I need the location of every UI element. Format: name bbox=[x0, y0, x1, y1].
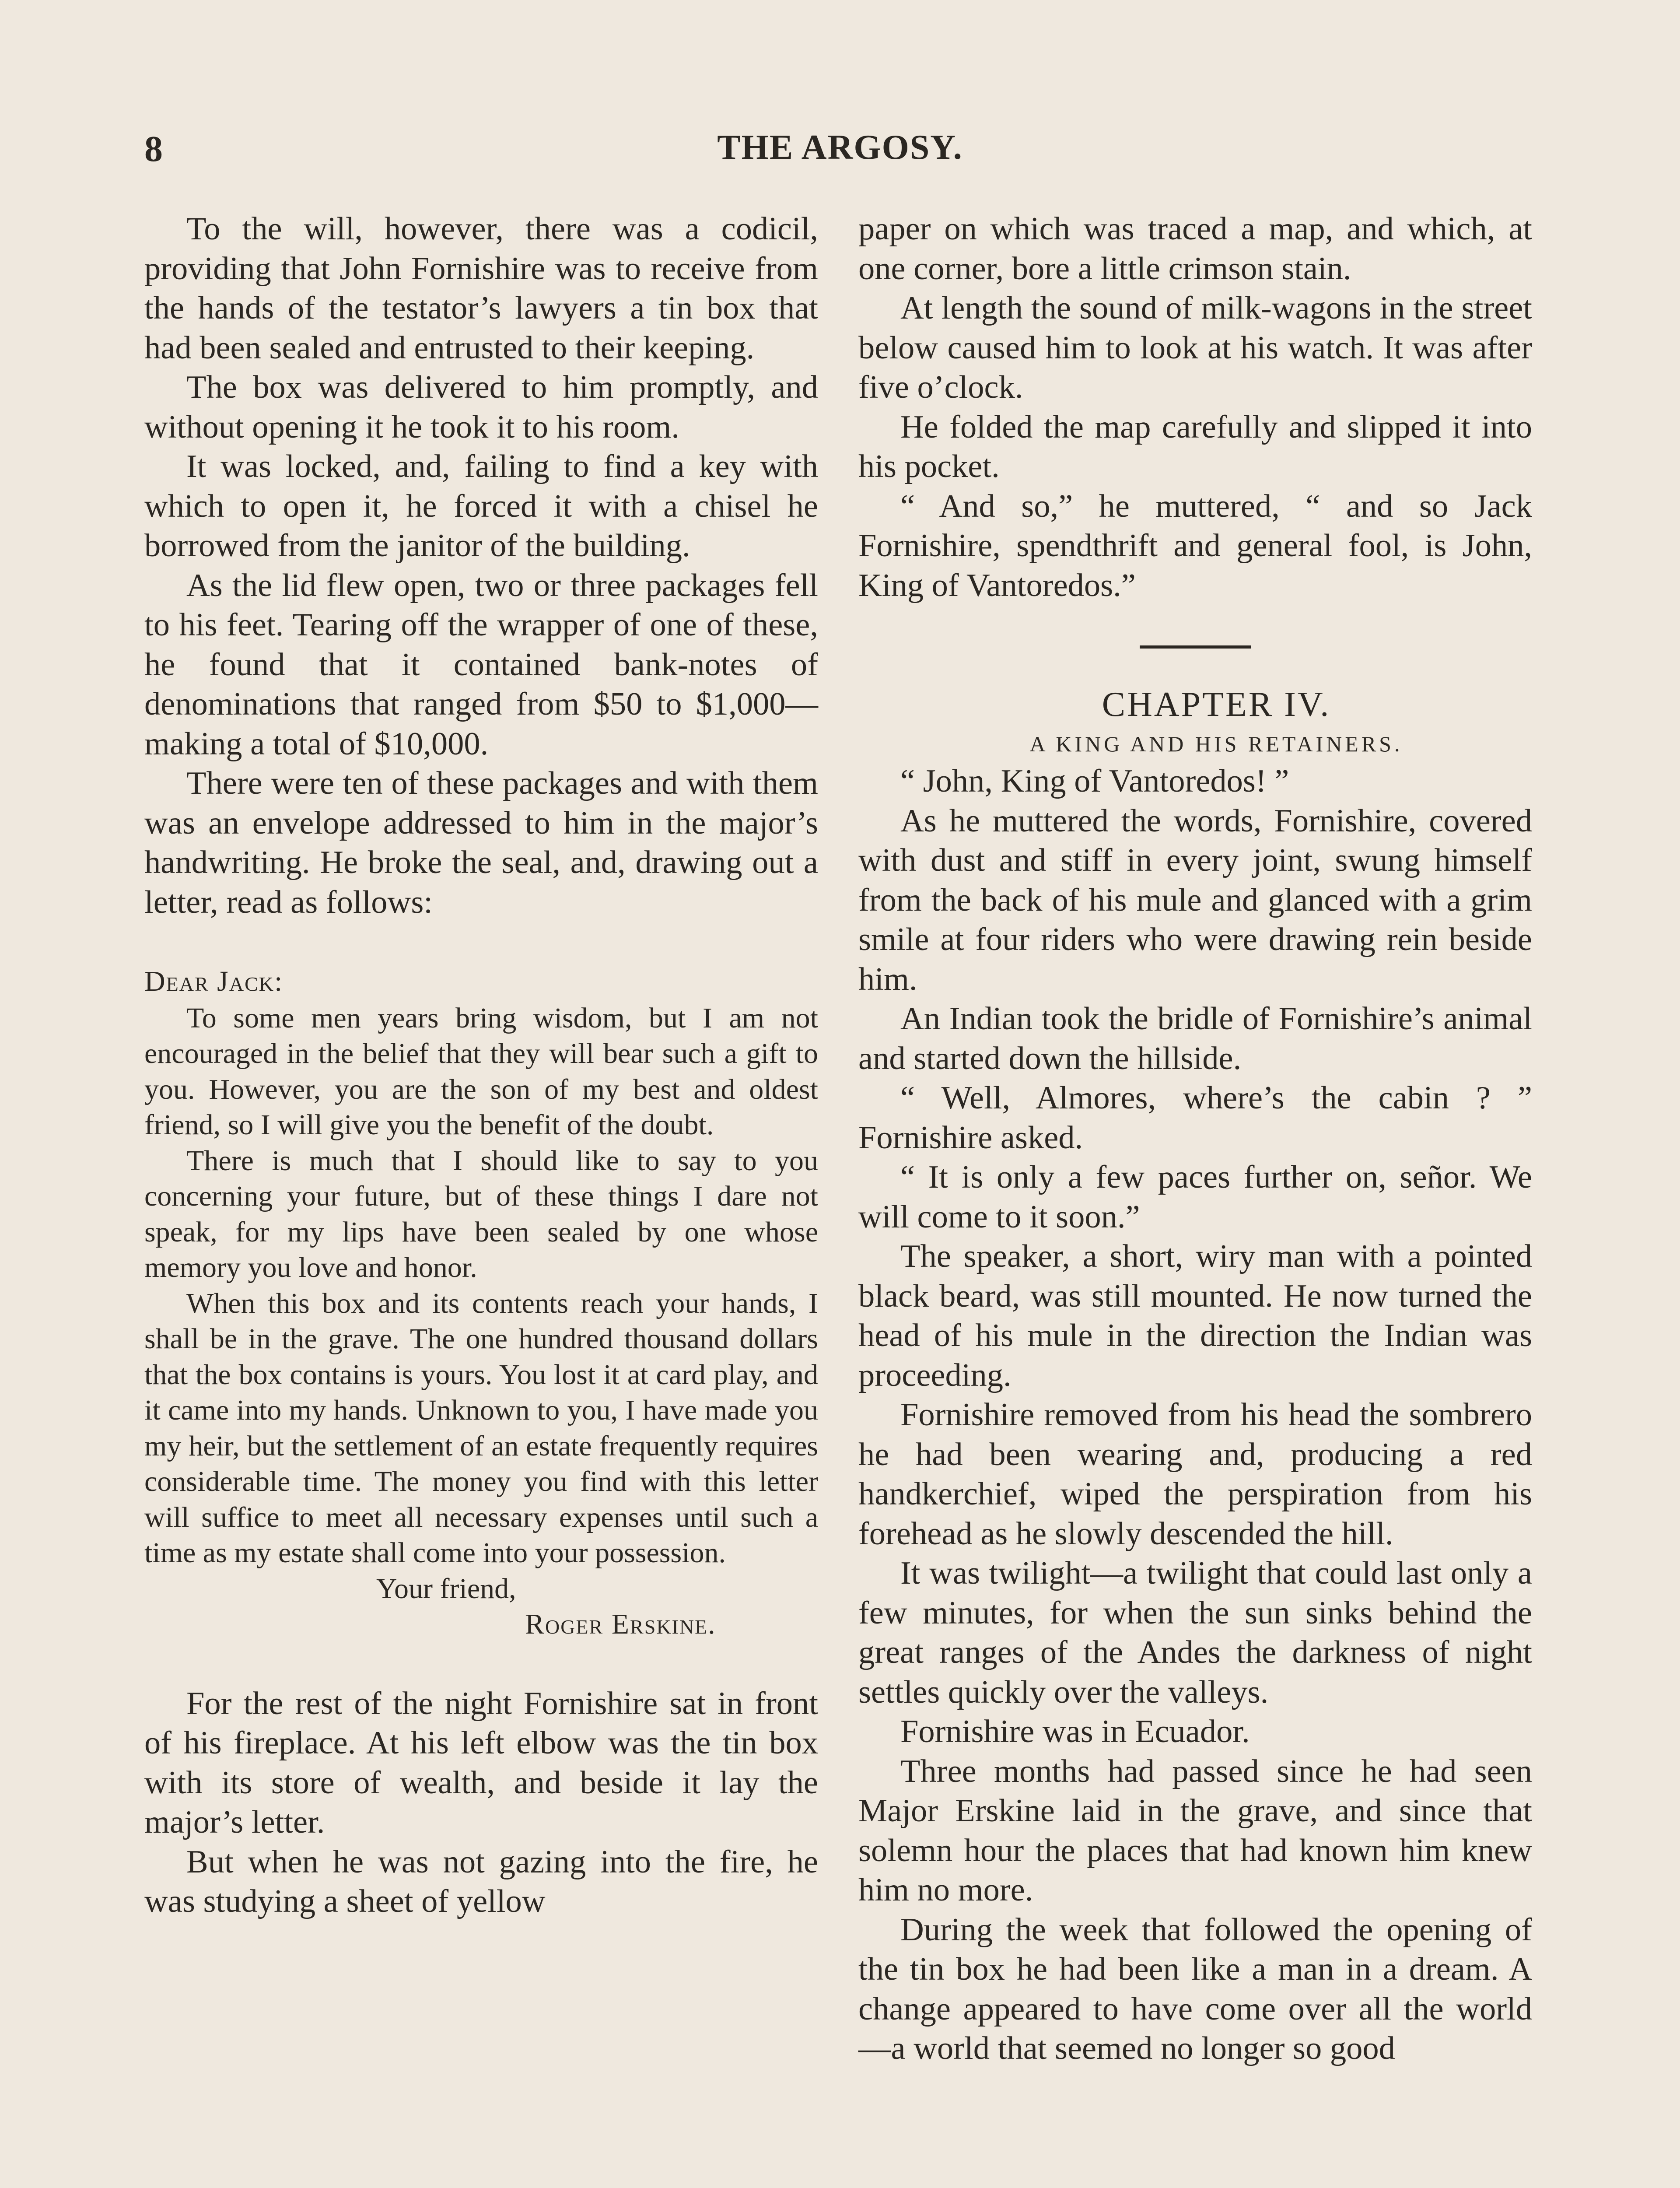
letter-signature: Roger Erskine. bbox=[525, 1608, 716, 1640]
page-number: 8 bbox=[144, 129, 163, 169]
paragraph: “ John, King of Vantoredos! ” bbox=[900, 763, 1289, 799]
paragraph: At length the sound of milk-wagons in the street below caused him to look at his watch. It was after five o’clock. bbox=[858, 290, 1532, 405]
running-head: THE ARGOSY. bbox=[717, 128, 963, 167]
letter-block bbox=[144, 964, 818, 1642]
paragraph: It was locked, and, failing to find a key with which to open it, he forced it with a chisel he borrowed from the janitor of the building. bbox=[144, 449, 818, 564]
paragraph: The box was delivered to him promptly, and without opening it he took it to his room. bbox=[144, 369, 818, 445]
paragraph: An Indian took the bridle of Fornishire’s animal and started down the hillside. bbox=[858, 1001, 1532, 1076]
paragraph: He folded the map carefully and slipped it into his pocket. bbox=[858, 409, 1532, 484]
paragraph: There were ten of these packages and with them was an envelope addressed to him in the major’s handwriting. He broke the seal, and, drawing out a letter, read as follows: bbox=[144, 765, 818, 920]
letter-closing: Your friend, bbox=[376, 1572, 516, 1605]
paragraph: As the lid flew open, two or three packages fell to his feet. Tearing off the wrapper of one of these, he found that it contained bank-notes of denominations that ranged from $50 to $1,000—making a total of $10,000. bbox=[144, 567, 818, 762]
page-header bbox=[144, 128, 1536, 180]
paragraph: “ It is only a few paces further on, señor. We will come to it soon.” bbox=[858, 1159, 1532, 1235]
letter-paragraph: There is much that I should like to say to you concerning your future, but of these things I dare not speak, for my lips have been sealed by one whose memory you love and honor. bbox=[144, 1144, 818, 1283]
letter-salutation: Dear Jack: bbox=[144, 965, 284, 997]
paragraph: “ Well, Almores, where’s the cabin ? ” Fornishire asked. bbox=[858, 1080, 1532, 1156]
paragraph: Fornishire removed from his head the sombrero he had been wearing and, producing a red handkerchief, wiped the perspiration from his forehead as he slowly descended the hill. bbox=[858, 1397, 1532, 1552]
letter-paragraph: When this box and its contents reach your hands, I shall be in the grave. The one hundred thousand dollars that the box contains is yours. You lost it at card play, and it came into my hands. Unknown to you, I have made you my heir, but the settlement of an estate frequently requires considerable time. The money you find with this letter will suffice to meet all necessary expenses until such a time as my estate shall come into your possession. bbox=[144, 1287, 818, 1569]
chapter-title: CHAPTER IV. bbox=[1102, 685, 1331, 724]
left-column bbox=[144, 209, 818, 1922]
section-divider bbox=[1140, 645, 1251, 649]
paragraph: To the will, however, there was a codicil, providing that John Fornishire was to receive from the hands of the testator’s lawyers a tin box that had been sealed and entrusted to their keeping. bbox=[144, 211, 818, 366]
paragraph: The speaker, a short, wiry man with a pointed black beard, was still mounted. He now turned the head of his mule in the direction the Indian was proceeding. bbox=[858, 1238, 1532, 1393]
paragraph: As he muttered the words, Fornishire, covered with dust and stiff in every joint, swung himself from the back of his mule and glanced with a grim smile at four riders who were drawing rein beside him. bbox=[858, 803, 1532, 997]
continued-paragraph: paper on which was traced a map, and which, at one corner, bore a little crimson stain. bbox=[858, 211, 1532, 287]
paragraph: “ And so,” he muttered, “ and so Jack Fornishire, spendthrift and general fool, is John, King of Vantoredos.” bbox=[858, 488, 1532, 603]
paragraph: During the week that followed the opening of the tin box he had been like a man in a dream. A change appeared to have come over all the world —a world that seemed no longer so good bbox=[858, 1911, 1532, 2066]
right-column bbox=[858, 209, 1532, 2069]
paragraph: For the rest of the night Fornishire sat in front of his fireplace. At his left elbow was the tin box with its store of wealth, and beside it lay the major’s letter. bbox=[144, 1685, 818, 1840]
paragraph: Three months had passed since he had seen Major Erskine laid in the grave, and since that solemn hour the places that had known him knew him no more. bbox=[858, 1753, 1532, 1908]
paragraph: It was twilight—a twilight that could last only a few minutes, for when the sun sinks behind the great ranges of the Andes the darkness of night settles quickly over the valleys. bbox=[858, 1555, 1532, 1710]
paragraph: But when he was not gazing into the fire, he was studying a sheet of yellow bbox=[144, 1844, 818, 1919]
chapter-subtitle: A KING AND HIS RETAINERS. bbox=[1029, 732, 1403, 756]
letter-paragraph: To some men years bring wisdom, but I am not encouraged in the belief that they will bear such a gift to you. However, you are the son of my best and oldest friend, so I will give you the benefit of the doubt. bbox=[144, 1002, 818, 1141]
paragraph: Fornishire was in Ecuador. bbox=[900, 1714, 1250, 1750]
